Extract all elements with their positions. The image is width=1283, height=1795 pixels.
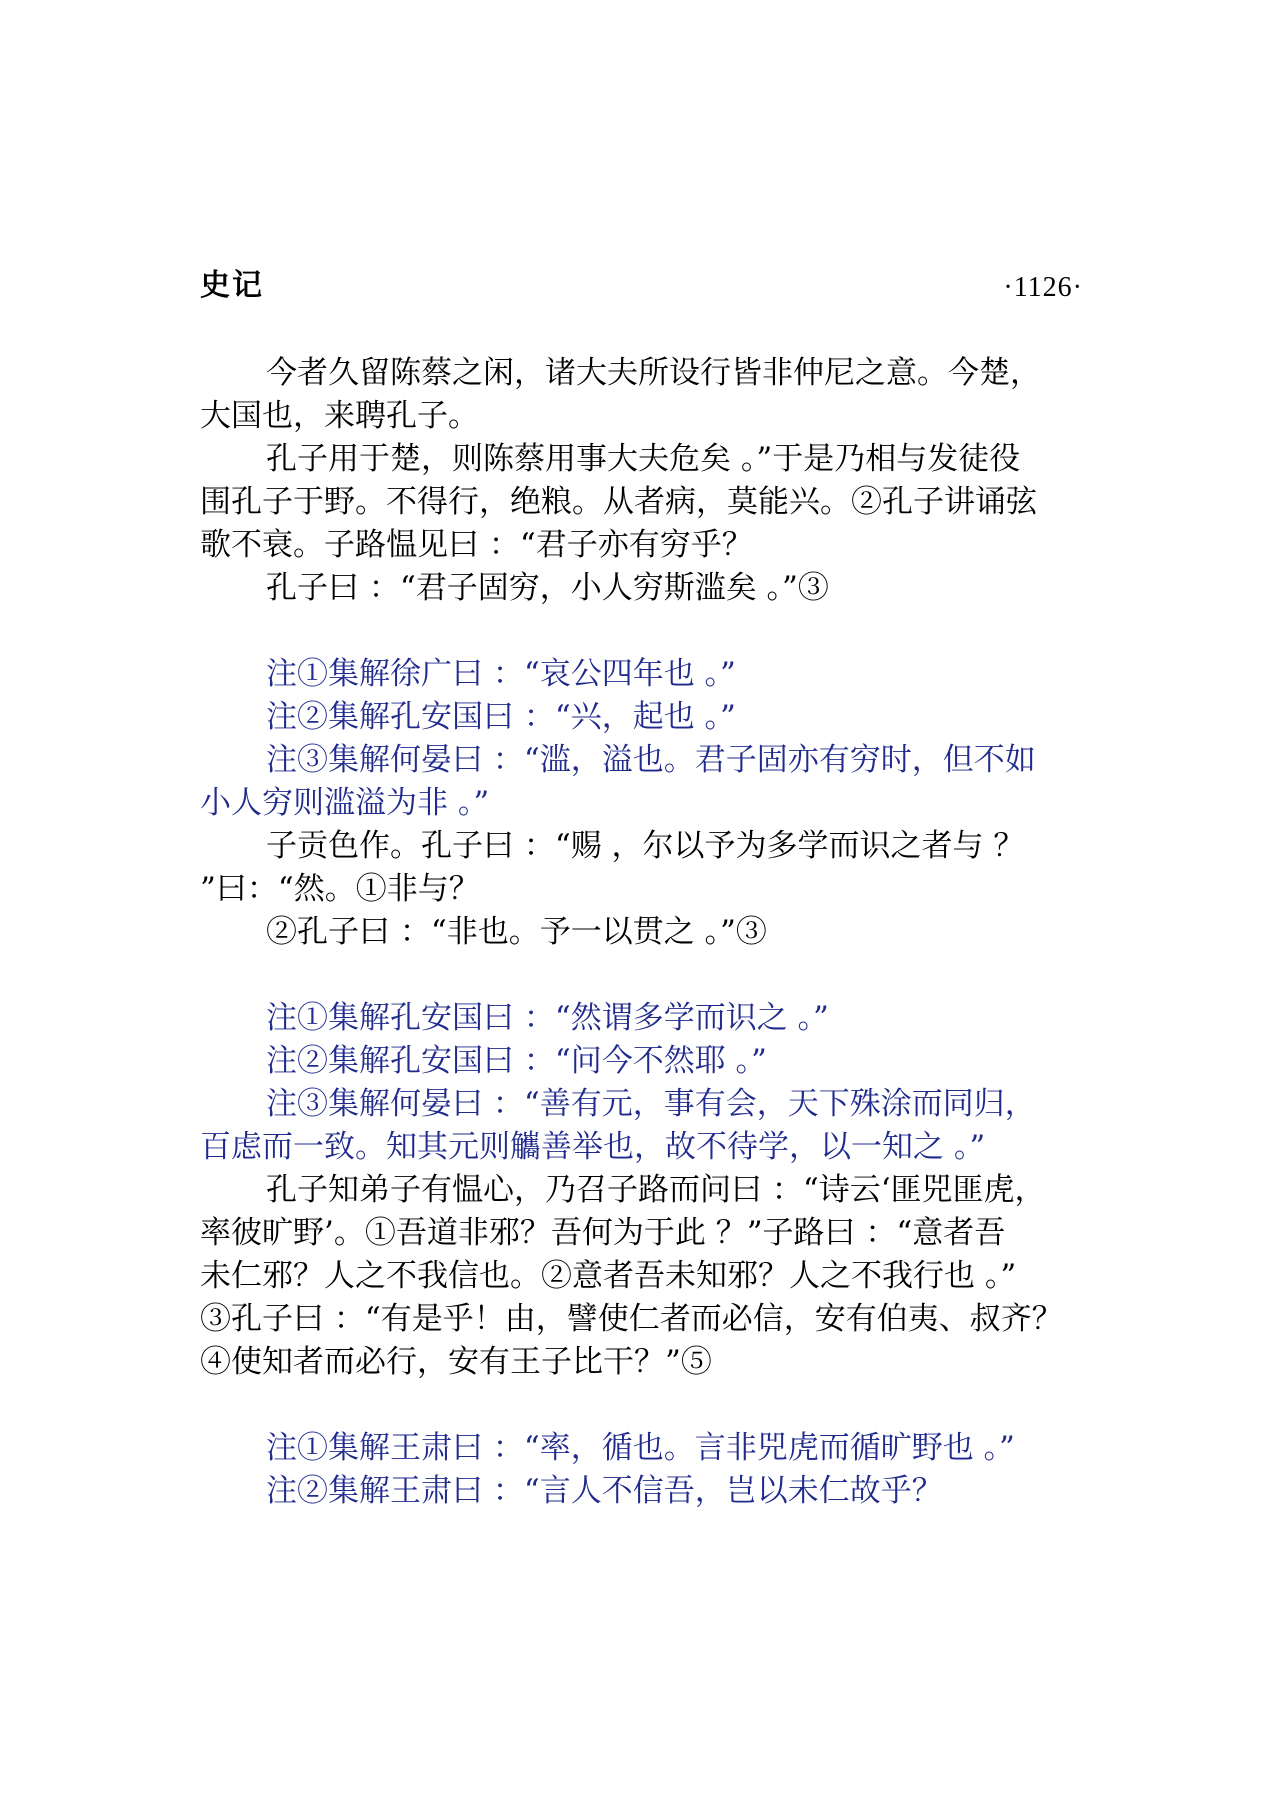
- text-line: 大国也，来聘孔子。: [200, 398, 479, 434]
- text-line: 子贡色作。孔子曰 ：“赐 ，尔以予为多学而识之者与 ？: [266, 828, 1025, 864]
- annotation-line: 注②集解孔安国曰 ：“兴，起也 。”: [266, 699, 736, 735]
- paragraph-gap: [200, 1384, 1115, 1427]
- text-line: ”曰：“然。①非与？: [200, 871, 480, 907]
- text-line: 孔子曰 ：“君子固穷，小人穷斯滥矣 。”③: [266, 570, 829, 606]
- paragraph-gap: [200, 954, 1115, 997]
- annotation-line: 注①集解王肃曰 ：“率，循也。言非兕虎而循旷野也 。”: [266, 1430, 1015, 1466]
- text-line: 围孔子于野。不得行，绝粮。从者病，莫能兴。②孔子讲诵弦: [200, 484, 1037, 520]
- annotation-line: 注②集解孔安国曰 ：“问今不然耶 。”: [266, 1043, 767, 1079]
- text-line: 未仁邪？人之不我信也。②意者吾未知邪？人之不我行也 。”: [200, 1258, 1017, 1294]
- book-title: 史记: [200, 268, 264, 303]
- annotation-line: 注②集解王肃曰 ：“言人不信吾，岂以未仁故乎？: [266, 1473, 943, 1509]
- text-line: ③孔子曰 ：“有是乎！由，譬使仁者而必信，安有伯夷、叔齐？: [200, 1301, 1063, 1337]
- annotation-line: 注③集解何晏曰 ：“善有元，事有会，天下殊涂而同归，: [266, 1086, 1036, 1122]
- text-line: 歌不衰。子路愠见曰 ：“君子亦有穷乎？: [200, 527, 753, 563]
- text-line: 孔子知弟子有愠心，乃召子路而问曰 ：“诗云‘匪兕匪虎，: [266, 1172, 1046, 1208]
- text-line: 率彼旷野’。①吾道非邪？吾何为于此 ？”子路曰 ：“意者吾: [200, 1215, 1006, 1251]
- annotation-line: 注①集解徐广曰 ：“哀公四年也 。”: [266, 656, 736, 692]
- annotation-line: 注③集解何晏曰 ：“滥，溢也。君子固亦有穷时，但不如: [266, 742, 1036, 778]
- annotation-line: 百虑而一致。知其元则觿善举也，故不待学，以一知之 。”: [200, 1129, 986, 1165]
- annotation-line: 注①集解孔安国曰 ：“然谓多学而识之 。”: [266, 1000, 829, 1036]
- text-line: 今者久留陈蔡之闲，诸大夫所设行皆非仲尼之意。今楚，: [266, 355, 1041, 391]
- text-line: ④使知者而必行，安有王子比干？”⑤: [200, 1344, 712, 1380]
- text-line: 孔子用于楚，则陈蔡用事大夫危矣 。”于是乃相与发徒役: [266, 441, 1021, 477]
- text-body: [200, 352, 1115, 1513]
- annotation-line: 小人穷则滥溢为非 。”: [200, 785, 490, 821]
- page-number: ·1126·: [1003, 272, 1083, 303]
- text-line: ②孔子曰 ：“非也。予一以贯之 。”③: [266, 914, 767, 950]
- paragraph-gap: [200, 610, 1115, 653]
